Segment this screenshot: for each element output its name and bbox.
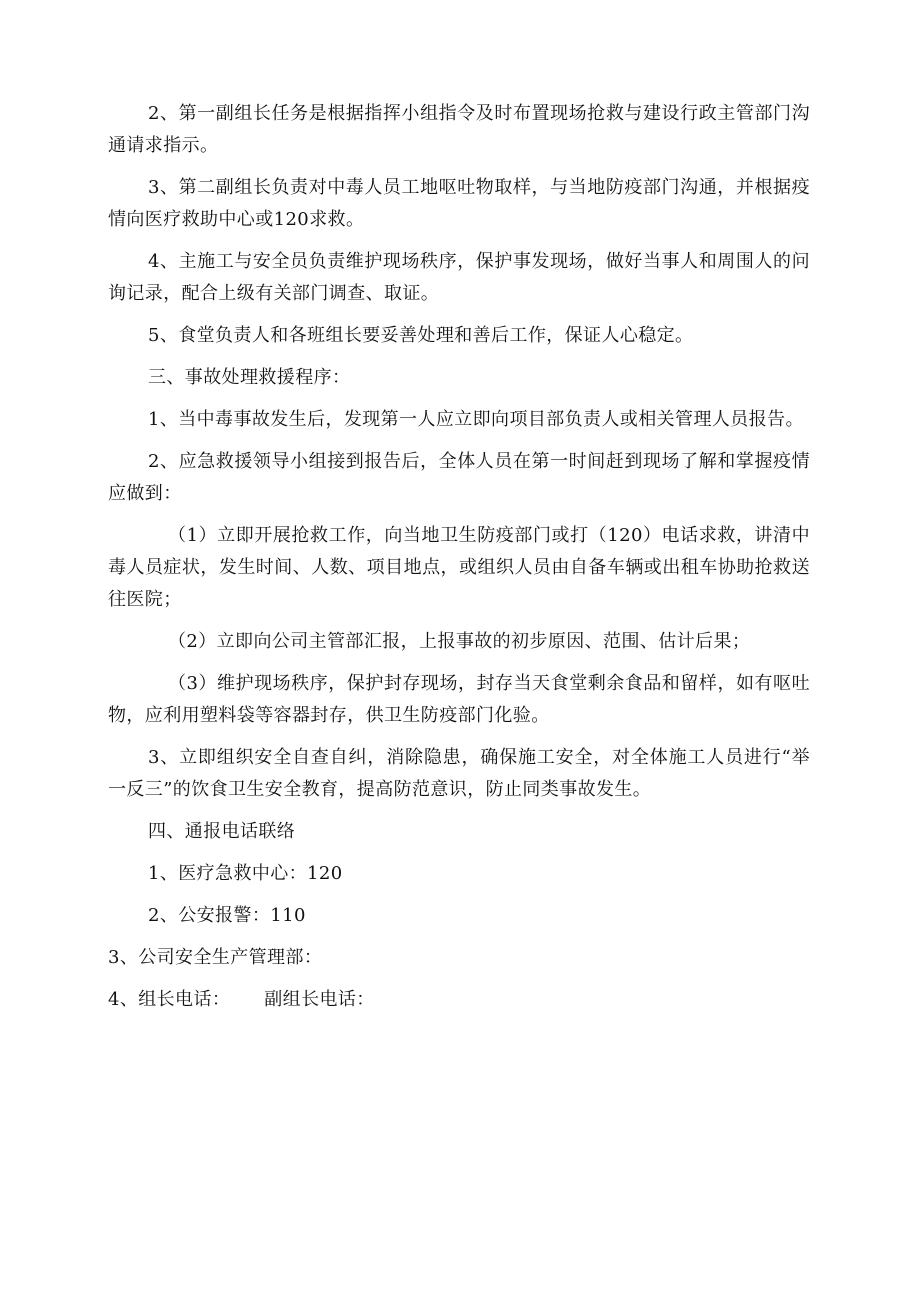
contact-deputy-phone-label: 副组长电话： [264,989,375,1010]
paragraph-substep-3: （3）维护现场秩序，保护封存现场，封存当天食堂剩余食品和留样，如有呕吐物，应利用塑料袋等容器封存，供卫生防疫部门化验。 [108,673,810,726]
paragraph-procedure-step-2: 2、应急救援领导小组接到报告后，全体人员在第一时间赶到现场了解和掌握疫情应做到： [108,451,810,504]
section-heading-contact: 四、通报电话联络 [148,821,296,842]
contact-police: 2、公安报警：110 [148,905,306,926]
paragraph-substep-1: （1）立即开展抢救工作，向当地卫生防疫部门或打（120）电话求救，讲清中毒人员症状，发生时间、人数、项目地点，或组织人员由自备车辆或出租车协助抢救送往医院； [108,525,810,610]
paragraph-safety-officer: 4、主施工与安全员负责维护现场秩序，保护事发现场，做好当事人和周围人的问询记录，配合上级有关部门调查、取证。 [108,251,810,304]
paragraph-deputy-leader-1: 2、第一副组长任务是根据指挥小组指令及时布置现场抢救与建设行政主管部门沟通请求指示。 [108,103,810,156]
paragraph-substep-2: （2）立即向公司主管部汇报，上报事故的初步原因、范围、估计后果； [168,631,751,652]
section-heading-rescue-procedure: 三、事故处理救援程序： [148,367,351,388]
paragraph-deputy-leader-2: 3、第二副组长负责对中毒人员工地呕吐物取样，与当地防疫部门沟通，并根据疫情向医疗救助中心或120求救。 [108,177,810,230]
contact-leaders [108,984,810,1016]
paragraph-canteen-manager: 5、食堂负责人和各班组长要妥善处理和善后工作，保证人心稳定。 [148,325,694,346]
contact-leader-phone-label: 4、组长电话： [108,989,231,1010]
contact-medical-emergency: 1、医疗急救中心：120 [148,863,343,884]
contact-company-safety-dept: 3、公司安全生产管理部： [108,947,323,968]
paragraph-procedure-step-3: 3、立即组织安全自查自纠，消除隐患，确保施工安全，对全体施工人员进行“举一反三”的饮食卫生安全教育，提高防范意识，防止同类事故发生。 [108,747,810,800]
paragraph-procedure-step-1: 1、当中毒事故发生后，发现第一人应立即向项目部负责人或相关管理人员报告。 [148,409,804,430]
